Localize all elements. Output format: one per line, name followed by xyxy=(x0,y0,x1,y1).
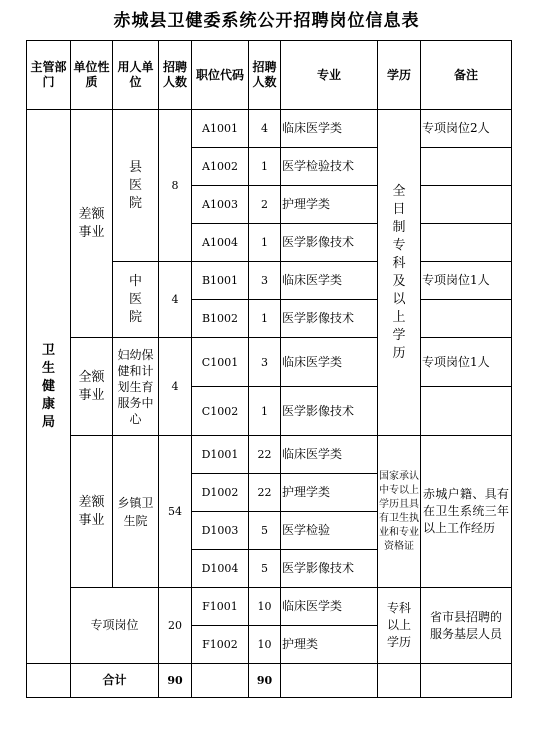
major-cell: 临床医学类 xyxy=(281,338,378,387)
position-count: 4 xyxy=(249,110,281,148)
recruit-count-cell: 4 xyxy=(159,338,192,436)
major-cell: 临床医学类 xyxy=(281,110,378,148)
major-cell: 护理学类 xyxy=(281,474,378,512)
position-code: A1004 xyxy=(192,224,249,262)
table-row xyxy=(27,338,512,387)
header-dept: 主管部门 xyxy=(27,41,71,110)
position-count: 22 xyxy=(249,436,281,474)
position-code: F1001 xyxy=(192,588,249,626)
total-empty xyxy=(378,664,421,698)
major-cell: 医学影像技术 xyxy=(281,387,378,436)
table-row xyxy=(27,588,512,626)
employer-cell: 中医院 xyxy=(113,262,159,338)
major-cell: 医学影像技术 xyxy=(281,300,378,338)
position-code: D1001 xyxy=(192,436,249,474)
total-label: 合计 xyxy=(71,664,159,698)
header-recruit-count: 招聘人数 xyxy=(159,41,192,110)
position-count: 5 xyxy=(249,550,281,588)
remark-cell: 赤城户籍、具有在卫生系统三年以上工作经历 xyxy=(421,436,512,588)
remark-cell: 专项岗位1人 xyxy=(421,262,512,300)
major-cell: 医学影像技术 xyxy=(281,224,378,262)
position-code: A1002 xyxy=(192,148,249,186)
table-row xyxy=(27,110,512,148)
position-count: 3 xyxy=(249,262,281,300)
total-empty xyxy=(192,664,249,698)
position-count: 5 xyxy=(249,512,281,550)
unit-nature-cell: 差额事业 xyxy=(71,436,113,588)
total-recruit: 90 xyxy=(159,664,192,698)
header-row xyxy=(27,41,512,110)
major-cell: 护理类 xyxy=(281,626,378,664)
major-cell: 临床医学类 xyxy=(281,436,378,474)
position-code: B1001 xyxy=(192,262,249,300)
page-title: 赤城县卫健委系统公开招聘岗位信息表 xyxy=(113,11,420,31)
recruit-count-cell: 20 xyxy=(159,588,192,664)
position-count: 1 xyxy=(249,387,281,436)
employer-cell: 县医院 xyxy=(113,110,159,262)
header-unit-nature: 单位性质 xyxy=(71,41,113,110)
remark-cell xyxy=(421,387,512,436)
position-code: A1001 xyxy=(192,110,249,148)
position-code: A1003 xyxy=(192,186,249,224)
recruitment-table xyxy=(26,40,512,698)
employer-cell: 妇幼保健和计划生育服务中心 xyxy=(113,338,159,436)
recruit-count-cell: 4 xyxy=(159,262,192,338)
header-remark: 备注 xyxy=(421,41,512,110)
position-count: 22 xyxy=(249,474,281,512)
position-code: C1001 xyxy=(192,338,249,387)
total-row xyxy=(27,664,512,698)
position-count: 10 xyxy=(249,626,281,664)
header-education: 学历 xyxy=(378,41,421,110)
remark-cell: 专项岗位2人 xyxy=(421,110,512,148)
position-count: 1 xyxy=(249,300,281,338)
education-cell: 全日制专科及以上学历 xyxy=(378,110,421,436)
major-cell: 医学检验 xyxy=(281,512,378,550)
remark-cell xyxy=(421,186,512,224)
total-empty xyxy=(27,664,71,698)
header-position-code: 职位代码 xyxy=(192,41,249,110)
position-code: D1002 xyxy=(192,474,249,512)
position-code: D1003 xyxy=(192,512,249,550)
unit-nature-cell: 差额事业 xyxy=(71,110,113,338)
header-employer: 用人单位 xyxy=(113,41,159,110)
position-code: B1002 xyxy=(192,300,249,338)
special-post-cell: 专项岗位 xyxy=(71,588,159,664)
unit-nature-cell: 全额事业 xyxy=(71,338,113,436)
total-position: 90 xyxy=(249,664,281,698)
position-count: 10 xyxy=(249,588,281,626)
position-code: D1004 xyxy=(192,550,249,588)
table-row xyxy=(27,436,512,474)
remark-cell: 省市县招聘的服务基层人员 xyxy=(421,588,512,664)
remark-cell: 专项岗位1人 xyxy=(421,338,512,387)
position-code: C1002 xyxy=(192,387,249,436)
major-cell: 医学影像技术 xyxy=(281,550,378,588)
remark-cell xyxy=(421,300,512,338)
major-cell: 临床医学类 xyxy=(281,262,378,300)
position-count: 2 xyxy=(249,186,281,224)
total-empty xyxy=(281,664,378,698)
education-cell: 国家承认中专以上学历且具有卫生执业和专业资格证 xyxy=(378,436,421,588)
employer-cell: 乡镇卫生院 xyxy=(113,436,159,588)
header-major: 专业 xyxy=(281,41,378,110)
recruit-count-cell: 8 xyxy=(159,110,192,262)
remark-cell xyxy=(421,148,512,186)
position-count: 1 xyxy=(249,148,281,186)
position-count: 1 xyxy=(249,224,281,262)
position-count: 3 xyxy=(249,338,281,387)
education-cell: 专科以上学历 xyxy=(378,588,421,664)
remark-cell xyxy=(421,224,512,262)
position-code: F1002 xyxy=(192,626,249,664)
major-cell: 医学检验技术 xyxy=(281,148,378,186)
header-position-count: 招聘人数 xyxy=(249,41,281,110)
major-cell: 临床医学类 xyxy=(281,588,378,626)
total-empty xyxy=(421,664,512,698)
major-cell: 护理学类 xyxy=(281,186,378,224)
dept-cell: 卫生健康局 xyxy=(27,110,71,664)
recruit-count-cell: 54 xyxy=(159,436,192,588)
